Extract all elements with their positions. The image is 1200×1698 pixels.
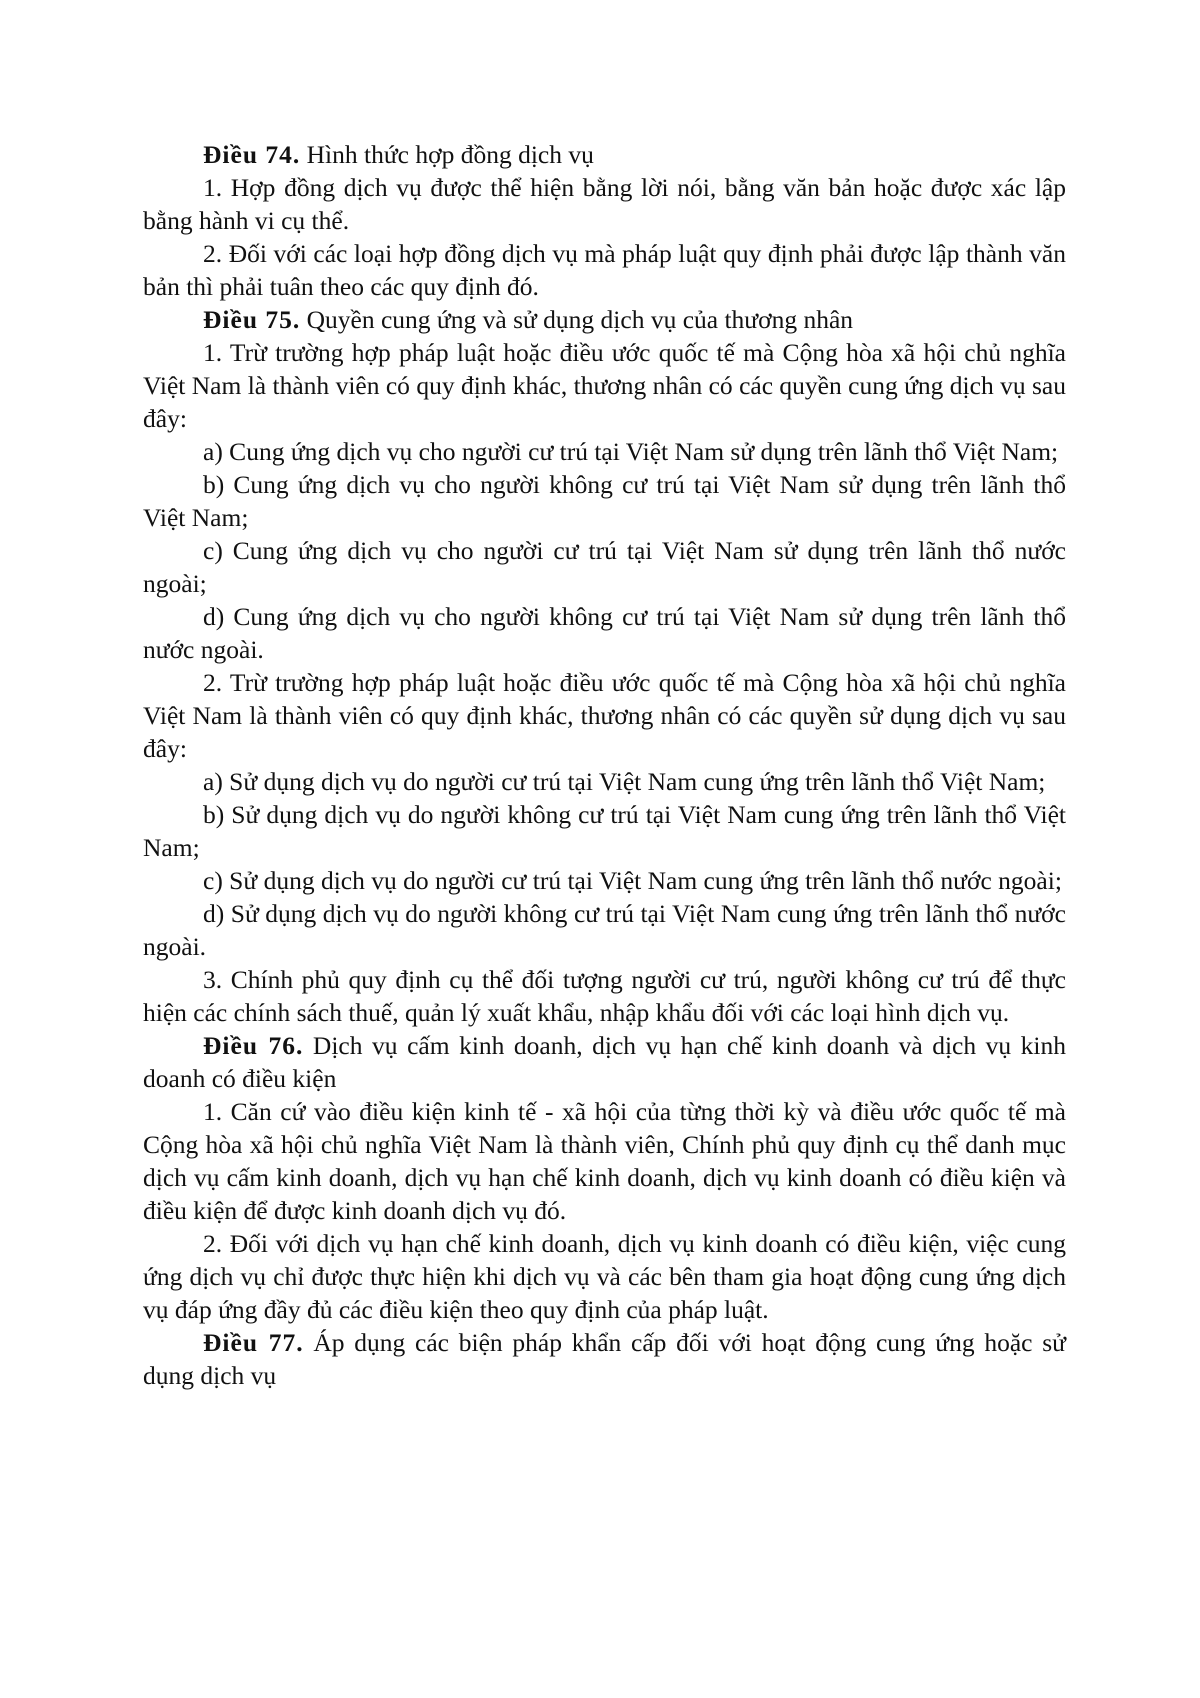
- paragraph-text: 2. Đối với dịch vụ hạn chế kinh doanh, dịch vụ kinh doanh có điều kiện, việc cung ứng dịch vụ chỉ được thực hiện khi dịch vụ và các bên tham gia hoạt động cung ứng dịch vụ đáp ứng đầy đủ các điều kiện theo quy định của pháp luật.: [143, 1229, 1066, 1324]
- article-74-heading: [143, 138, 1066, 171]
- article-76-clause-1: [143, 1095, 1066, 1227]
- paragraph-text: c) Cung ứng dịch vụ cho người cư trú tại Việt Nam sử dụng trên lãnh thổ nước ngoài;: [143, 536, 1066, 598]
- article-75-clause-1c: [143, 534, 1066, 600]
- article-label: Điều 74.: [203, 140, 301, 169]
- paragraph-text: 3. Chính phủ quy định cụ thể đối tượng người cư trú, người không cư trú để thực hiện các chính sách thuế, quản lý xuất khẩu, nhập khẩu đối với các loại hình dịch vụ.: [143, 965, 1066, 1027]
- article-75-clause-2a: [143, 765, 1066, 798]
- article-title: Hình thức hợp đồng dịch vụ: [300, 140, 594, 169]
- article-75-heading: [143, 303, 1066, 336]
- paragraph-text: b) Cung ứng dịch vụ cho người không cư trú tại Việt Nam sử dụng trên lãnh thổ Việt Nam;: [143, 470, 1066, 532]
- article-76-clause-2: [143, 1227, 1066, 1326]
- article-75-clause-1b: [143, 468, 1066, 534]
- article-75-clause-1d: [143, 600, 1066, 666]
- article-74-clause-1: [143, 171, 1066, 237]
- article-label: Điều 75.: [203, 305, 301, 334]
- article-title: Quyền cung ứng và sử dụng dịch vụ của thương nhân: [300, 305, 854, 334]
- paragraph-text: d) Sử dụng dịch vụ do người không cư trú tại Việt Nam cung ứng trên lãnh thổ nước ngoài.: [143, 899, 1066, 961]
- document-page: [143, 138, 1066, 1392]
- article-75-clause-1a: [143, 435, 1066, 468]
- paragraph-text: 1. Trừ trường hợp pháp luật hoặc điều ước quốc tế mà Cộng hòa xã hội chủ nghĩa Việt Nam là thành viên có quy định khác, thương nhân có các quyền cung ứng dịch vụ sau đây:: [143, 338, 1066, 433]
- article-74-clause-2: [143, 237, 1066, 303]
- paragraph-text: a) Cung ứng dịch vụ cho người cư trú tại Việt Nam sử dụng trên lãnh thổ Việt Nam;: [203, 437, 1059, 466]
- article-label: Điều 76.: [203, 1031, 304, 1060]
- paragraph-text: a) Sử dụng dịch vụ do người cư trú tại Việt Nam cung ứng trên lãnh thổ Việt Nam;: [203, 767, 1046, 796]
- paragraph-text: b) Sử dụng dịch vụ do người không cư trú tại Việt Nam cung ứng trên lãnh thổ Việt Nam;: [143, 800, 1066, 862]
- paragraph-text: 1. Hợp đồng dịch vụ được thể hiện bằng lời nói, bằng văn bản hoặc được xác lập bằng hành vi cụ thể.: [143, 173, 1066, 235]
- article-75-clause-2c: [143, 864, 1066, 897]
- paragraph-text: c) Sử dụng dịch vụ do người cư trú tại Việt Nam cung ứng trên lãnh thổ nước ngoài;: [203, 866, 1062, 895]
- article-76-heading: [143, 1029, 1066, 1095]
- article-75-clause-1: [143, 336, 1066, 435]
- article-75-clause-2: [143, 666, 1066, 765]
- article-75-clause-3: [143, 963, 1066, 1029]
- article-75-clause-2d: [143, 897, 1066, 963]
- article-title: Áp dụng các biện pháp khẩn cấp đối với hoạt động cung ứng hoặc sử dụng dịch vụ: [143, 1328, 1066, 1390]
- article-75-clause-2b: [143, 798, 1066, 864]
- paragraph-text: 2. Trừ trường hợp pháp luật hoặc điều ước quốc tế mà Cộng hòa xã hội chủ nghĩa Việt Nam là thành viên có quy định khác, thương nhân có các quyền sử dụng dịch vụ sau đây:: [143, 668, 1066, 763]
- paragraph-text: d) Cung ứng dịch vụ cho người không cư trú tại Việt Nam sử dụng trên lãnh thổ nước ngoài.: [143, 602, 1066, 664]
- paragraph-text: 2. Đối với các loại hợp đồng dịch vụ mà pháp luật quy định phải được lập thành văn bản thì phải tuân theo các quy định đó.: [143, 239, 1066, 301]
- article-77-heading: [143, 1326, 1066, 1392]
- paragraph-text: 1. Căn cứ vào điều kiện kinh tế - xã hội của từng thời kỳ và điều ước quốc tế mà Cộng hòa xã hội chủ nghĩa Việt Nam là thành viên, Chính phủ quy định cụ thể danh mục dịch vụ cấm kinh doanh, dịch vụ hạn chế kinh doanh, dịch vụ kinh doanh có điều kiện và điều kiện để được kinh doanh dịch vụ đó.: [143, 1097, 1066, 1225]
- article-title: Dịch vụ cấm kinh doanh, dịch vụ hạn chế kinh doanh và dịch vụ kinh doanh có điều kiện: [143, 1031, 1066, 1093]
- article-label: Điều 77.: [203, 1328, 304, 1357]
